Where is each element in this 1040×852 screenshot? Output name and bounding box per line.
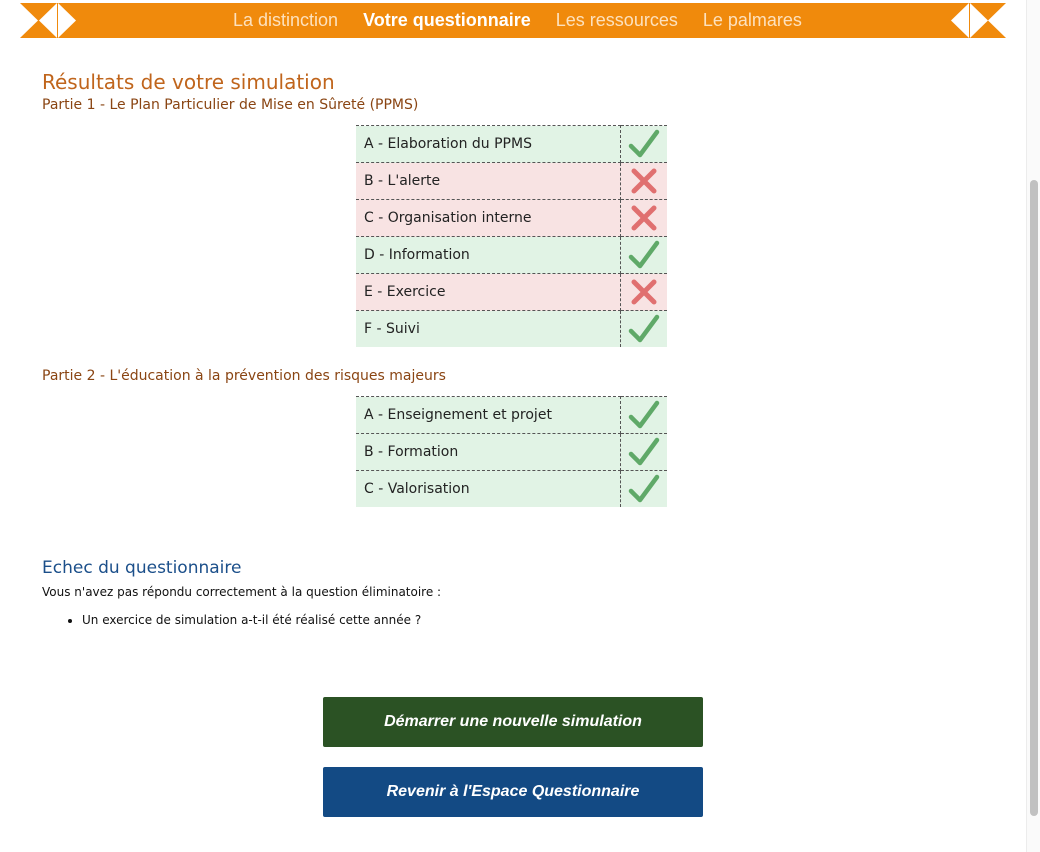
row-label: C - Valorisation <box>356 471 621 508</box>
part2-results-table <box>356 396 667 507</box>
table-row <box>356 434 667 471</box>
new-simulation-button[interactable]: Démarrer une nouvelle simulation <box>323 697 703 747</box>
left-diamond-decoration-icon <box>20 3 80 38</box>
part1-results-table <box>356 125 667 347</box>
table-row <box>356 311 667 348</box>
row-label: A - Enseignement et projet <box>356 397 621 434</box>
nav-item-questionnaire[interactable]: Votre questionnaire <box>363 10 531 30</box>
row-label: A - Elaboration du PPMS <box>356 126 621 163</box>
part1-title: Partie 1 - Le Plan Particulier de Mise en Sûreté (PPMS) <box>42 97 419 113</box>
table-row <box>356 397 667 434</box>
table-row <box>356 471 667 508</box>
part2-title: Partie 2 - L'éducation à la prévention des risques majeurs <box>42 368 446 384</box>
results-title: Résultats de votre simulation <box>42 70 335 94</box>
nav-item-palmares[interactable]: Le palmares <box>702 10 802 30</box>
back-to-questionnaire-button[interactable]: Revenir à l'Espace Questionnaire <box>323 767 703 817</box>
check-icon <box>621 397 668 434</box>
failure-title: Echec du questionnaire <box>42 558 242 578</box>
table-row <box>356 200 667 237</box>
list-item: • Un exercice de simulation a-t-il été réalisé cette année ? <box>82 605 421 635</box>
nav-item-ressources[interactable]: Les ressources <box>555 10 678 30</box>
row-label: F - Suivi <box>356 311 621 348</box>
vertical-scrollbar[interactable] <box>1026 0 1040 852</box>
failure-text: Vous n'avez pas répondu correctement à la question éliminatoire : <box>42 585 442 599</box>
table-row <box>356 237 667 274</box>
table-row <box>356 163 667 200</box>
table-row <box>356 126 667 163</box>
table-row <box>356 274 667 311</box>
cross-icon <box>621 274 668 311</box>
top-navbar <box>20 3 1006 38</box>
row-label: E - Exercice <box>356 274 621 311</box>
check-icon <box>621 311 668 348</box>
nav-item-distinction[interactable]: La distinction <box>233 10 339 30</box>
check-icon <box>621 237 668 274</box>
right-diamond-decoration-icon <box>950 3 1006 38</box>
row-label: D - Information <box>356 237 621 274</box>
failure-list <box>42 605 421 635</box>
check-icon <box>621 471 668 508</box>
check-icon <box>621 434 668 471</box>
cross-icon <box>621 200 668 237</box>
check-icon <box>621 126 668 163</box>
row-label: B - Formation <box>356 434 621 471</box>
nav-menu <box>233 3 827 38</box>
row-label: C - Organisation interne <box>356 200 621 237</box>
row-label: B - L'alerte <box>356 163 621 200</box>
scrollbar-thumb[interactable] <box>1030 180 1038 816</box>
cross-icon <box>621 163 668 200</box>
